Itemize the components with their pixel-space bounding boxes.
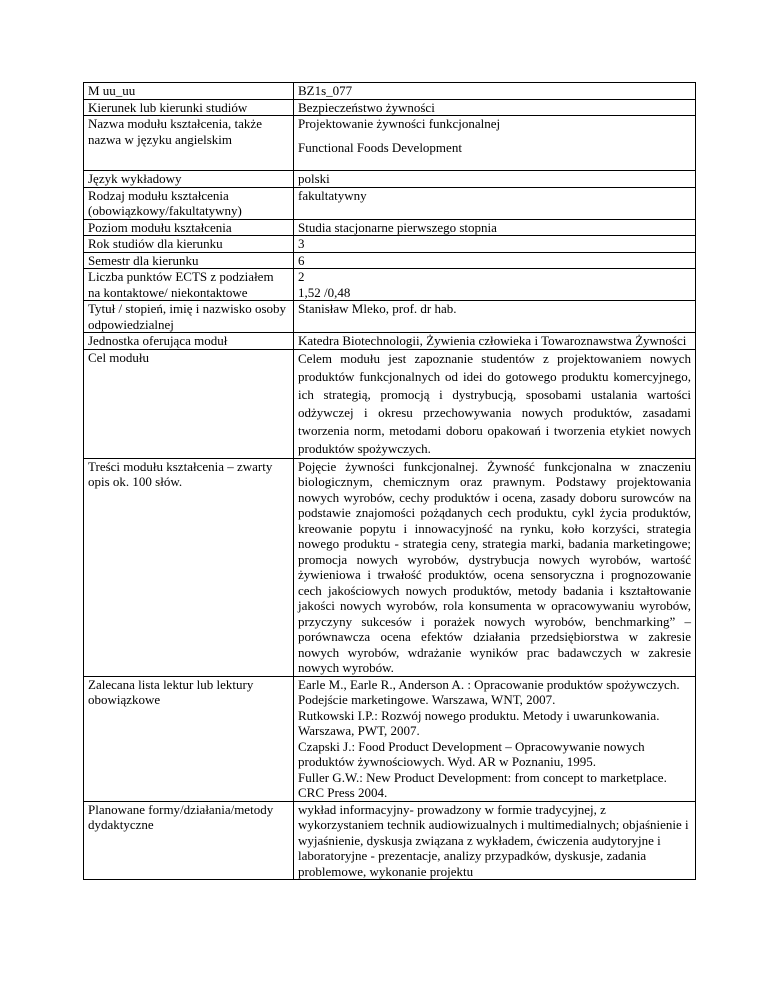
row-value-year: 3	[294, 236, 696, 253]
row-value-ects	[294, 269, 696, 301]
table-row	[84, 458, 696, 676]
syllabus-table	[83, 82, 696, 880]
literature-item: Earle M., Earle R., Anderson A. : Opracowanie produktów spożywczych. Podejście marketingowe. Warszawa, WNT, 2007.	[298, 676, 680, 707]
row-value-language: polski	[294, 171, 696, 188]
module-name-pl: Projektowanie żywności funkcjonalnej	[298, 116, 501, 131]
row-label-literature: Zalecana lista lektur lub lektury obowiązkowe	[84, 676, 294, 801]
ects-split: 1,52 /0,48	[298, 284, 351, 300]
literature-item: Fuller G.W.: New Product Development: from concept to marketplace. CRC Press 2004.	[298, 769, 667, 800]
row-value-field: Bezpieczeństwo żywności	[294, 99, 696, 116]
table-row	[84, 349, 696, 458]
row-label-responsible: Tytuł / stopień, imię i nazwisko osoby odpowiedzialnej	[84, 301, 294, 333]
row-value-methods: wykład informacyjny- prowadzony w formie tradycyjnej, z wykorzystaniem technik audiowizualnych i multimedialnych; objaśnienie i wyjaśnienie, dyskusja związana z wykładem, ćwiczenia audytoryjne i laboratoryjne - prezentacje, analizy przypadków, dyskusje, zadania problemowe, wykonanie projektu	[294, 801, 696, 880]
row-label-unit: Jednostka oferująca moduł	[84, 333, 294, 350]
row-value-module-name	[294, 116, 696, 171]
table-row	[84, 99, 696, 116]
row-value-goal: Celem modułu jest zapoznanie studentów z projektowaniem nowych produktów funkcjonalnych od idei do gotowego produktu komercyjnego, ich strategią, promocją i dystrybucją, sposobami ustalania wartości odżywczej i okresu przechowywania nowych produktów, zasadami tworzenia norm, metodami doboru opakowań i tworzenia etykiet nowych produktów spożywczych.	[294, 349, 696, 458]
table-row	[84, 236, 696, 253]
row-label-year: Rok studiów dla kierunku	[84, 236, 294, 253]
ects-total: 2	[298, 269, 305, 284]
table-row	[84, 171, 696, 188]
table-row	[84, 269, 696, 301]
row-label-ects: Liczba punktów ECTS z podziałem na kontaktowe/ niekontaktowe	[84, 269, 294, 301]
row-value-content: Pojęcie żywności funkcjonalnej. Żywność funkcjonalna w znaczeniu biologicznym, chemicznym oraz prawnym. Podstawy projektowania nowych wyrobów, cechy produktów i ocena, zasady doboru surowców na podstawie znajomości pożądanych cech produktu, cykl życia produktów, kreowanie popytu i innowacyjność na rynku, koło korzyści, strategia nowego produktu - strategia ceny, strategia marki, badania marketingowe; promocja nowych wyrobów, dystrybucja nowych wyrobów, wartość żywieniowa i trwałość produktów, ocena sensoryczna i prognozowanie cech jakościowych nowych produktów, metody badania i kształtowanie jakości nowych wyrobów, rola konsumenta w opracowywaniu wyrobów, przyczyny sukcesów i porażek nowych wyrobów, benchmarking” – porównawcza ocena efektów działania przedsiębiorstwa w zakresie nowych wyrobów, wdrażanie wyników prac badawczych w zakresie nowych wyrobów.	[294, 458, 696, 676]
row-label-module-name: Nazwa modułu kształcenia, także nazwa w języku angielskim	[84, 116, 294, 171]
row-label-code: M uu_uu	[84, 83, 294, 100]
row-value-responsible: Stanisław Mleko, prof. dr hab.	[294, 301, 696, 333]
row-value-code: BZ1s_077	[294, 83, 696, 100]
row-value-level: Studia stacjonarne pierwszego stopnia	[294, 219, 696, 236]
table-row	[84, 333, 696, 350]
module-name-en: Functional Foods Development	[298, 139, 462, 155]
table-row	[84, 116, 696, 171]
table-row	[84, 187, 696, 219]
table-row	[84, 301, 696, 333]
row-label-module-type: Rodzaj modułu kształcenia (obowiązkowy/fakultatywny)	[84, 187, 294, 219]
row-label-field: Kierunek lub kierunki studiów	[84, 99, 294, 116]
table-row	[84, 83, 696, 100]
row-label-goal: Cel modułu	[84, 349, 294, 458]
row-label-content: Treści modułu kształcenia – zwarty opis ok. 100 słów.	[84, 458, 294, 676]
literature-item: Czapski J.: Food Product Development – Opracowywanie nowych produktów żywnościowych. Wyd. AR w Poznaniu, 1995.	[298, 738, 645, 769]
table-row	[84, 219, 696, 236]
row-value-module-type: fakultatywny	[294, 187, 696, 219]
table-row	[84, 676, 696, 801]
row-label-semester: Semestr dla kierunku	[84, 252, 294, 269]
literature-item: Rutkowski I.P.: Rozwój nowego produktu. Metody i uwarunkowania. Warszawa, PWT, 2007.	[298, 707, 660, 738]
row-label-level: Poziom modułu kształcenia	[84, 219, 294, 236]
row-value-literature	[294, 676, 696, 801]
table-row	[84, 801, 696, 880]
table-row	[84, 252, 696, 269]
row-label-methods: Planowane formy/działania/metody dydaktyczne	[84, 801, 294, 880]
row-value-unit: Katedra Biotechnologii, Żywienia człowieka i Towaroznawstwa Żywności	[294, 333, 696, 350]
row-value-semester: 6	[294, 252, 696, 269]
row-label-language: Język wykładowy	[84, 171, 294, 188]
